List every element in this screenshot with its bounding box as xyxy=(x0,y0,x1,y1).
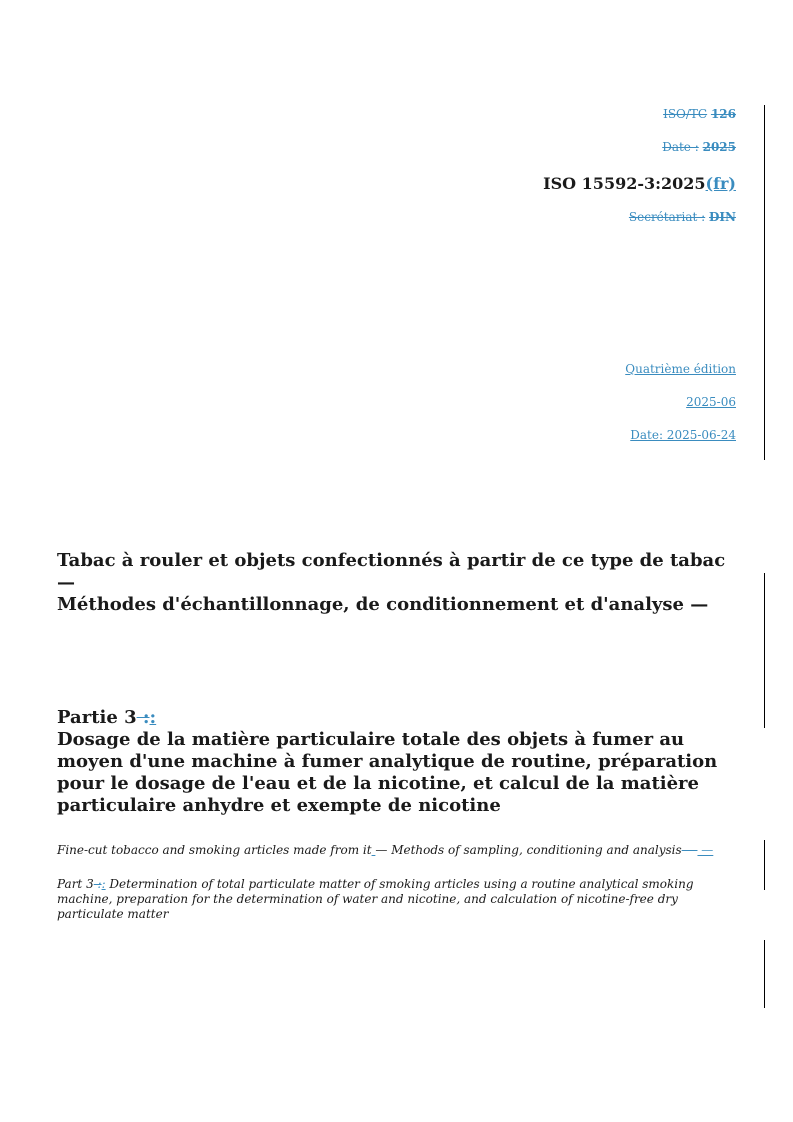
main-title-line-2: Méthodes d'échantillonnage, de conditionnement et d'analyse — xyxy=(57,594,709,615)
change-bar-2 xyxy=(764,573,765,728)
change-bar-4 xyxy=(764,940,765,1008)
draft-date: Date : 2025 xyxy=(662,140,736,154)
part-label: Partie 3 :: xyxy=(57,707,157,728)
edition-yearmonth: 2025-06 xyxy=(686,395,736,409)
main-title-en: Fine-cut tobacco and smoking articles made from it — Methods of sampling, conditioning and analysis — — xyxy=(57,843,714,857)
change-bar-1 xyxy=(764,105,765,460)
document-reference: ISO 15592-3:2025(fr) xyxy=(543,174,736,193)
part-title-en: Part 3 :: Determination of total particulate matter of smoking articles using a routine analytical smoking machine, preparation for the determination of water and nicotine, and calculation of nicotine-free dry particulate matter xyxy=(57,877,694,921)
change-bar-3 xyxy=(764,840,765,890)
part-title-fr xyxy=(57,707,747,817)
committee-ref: ISO/TC 126 xyxy=(663,107,736,121)
main-title-fr xyxy=(57,550,747,616)
secretariat: Secrétariat : DIN xyxy=(628,210,736,224)
part-title-text: Dosage de la matière particulaire totale des objets à fumer au moyen d'une machine à fumer analytique de routine, préparation pour le dosage de l'eau et de la nicotine, et calcul de la matière particulaire anhydre et exempte de nicotine xyxy=(57,729,718,816)
edition-date: Date: 2025-06-24 xyxy=(630,428,736,442)
main-title-line-1: Tabac à rouler et objets confectionnés à partir de ce type de tabac — xyxy=(57,550,726,593)
edition-label: Quatrième édition xyxy=(625,362,736,376)
